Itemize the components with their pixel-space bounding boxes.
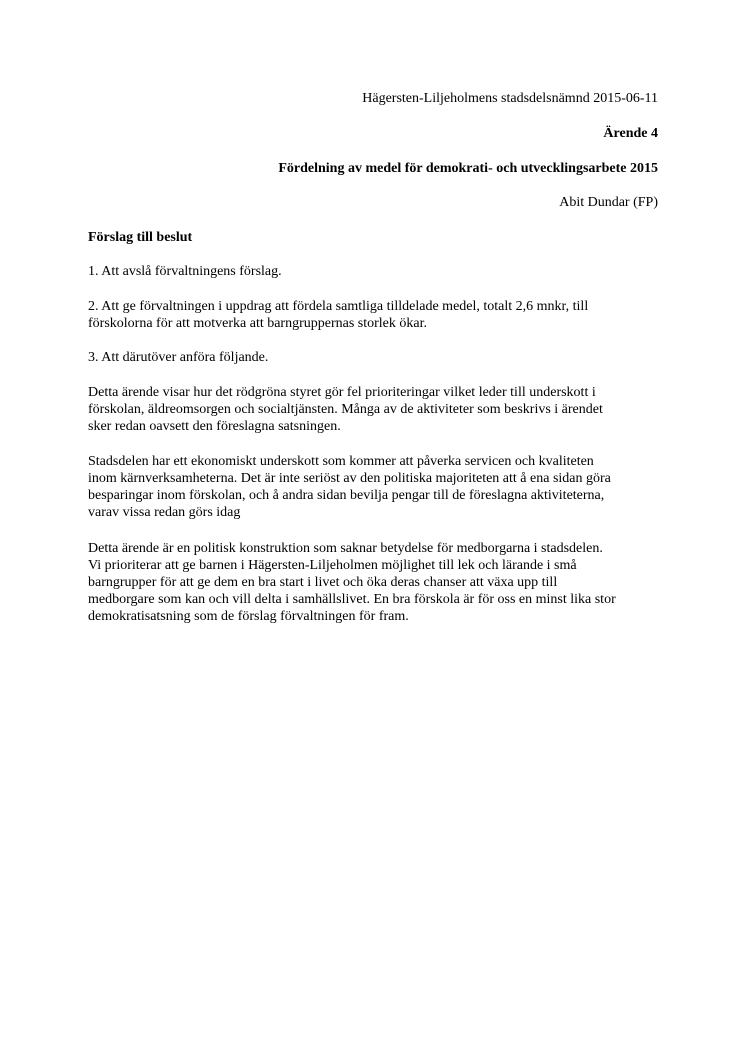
- document-page: [88, 0, 658, 1056]
- proposal-item-1: 1. Att avslå förvaltningens förslag.: [88, 264, 282, 279]
- section-heading: Förslag till beslut: [88, 230, 193, 245]
- author-line: Abit Dundar (FP): [559, 195, 658, 210]
- body-paragraph: Detta ärende visar hur det rödgröna styret gör fel prioriteringar vilket leder till underskott i förskolan, äldreomsorgen och socialtjänsten. Många av de aktiviteter som beskrivs i ärendet sker redan oavsett den föreslagna satsningen.: [88, 385, 603, 434]
- body-paragraph: Stadsdelen har ett ekonomiskt underskott som kommer att påverka servicen och kvaliteten inom kärnverksamheterna. Det är inte seriöst av den politiska majoriteten att å ena sidan göra besparingar inom förskolan, och å andra sidan bevilja pengar till de föreslagna aktiviteterna, varav vissa redan görs idag: [88, 454, 611, 520]
- document-title: Fördelning av medel för demokrati- och utvecklingsarbete 2015: [278, 161, 658, 176]
- proposal-item-2: 2. Att ge förvaltningen i uppdrag att fördela samtliga tilldelade medel, totalt 2,6 mnkr, till förskolorna för att motverka att barngruppernas storlek ökar.: [88, 299, 589, 331]
- agenda-item-number: Ärende 4: [603, 126, 658, 141]
- body-paragraph: Detta ärende är en politisk konstruktion som saknar betydelse för medborgarna i stadsdelen. Vi prioriterar att ge barnen i Hägersten-Liljeholmen möjlighet till lek och lärande i små barngrupper för att ge dem en bra start i livet och öka deras chanser att växa upp till medborgare som kan och vill delta i samhällslivet. En bra förskola är för oss en minst lika stor demokratisatsning som de förslag förvaltningen för fram.: [88, 541, 616, 624]
- proposal-item-3: 3. Att därutöver anföra följande.: [88, 350, 269, 365]
- meeting-date-line: Hägersten-Liljeholmens stadsdelsnämnd 2015-06-11: [362, 91, 658, 106]
